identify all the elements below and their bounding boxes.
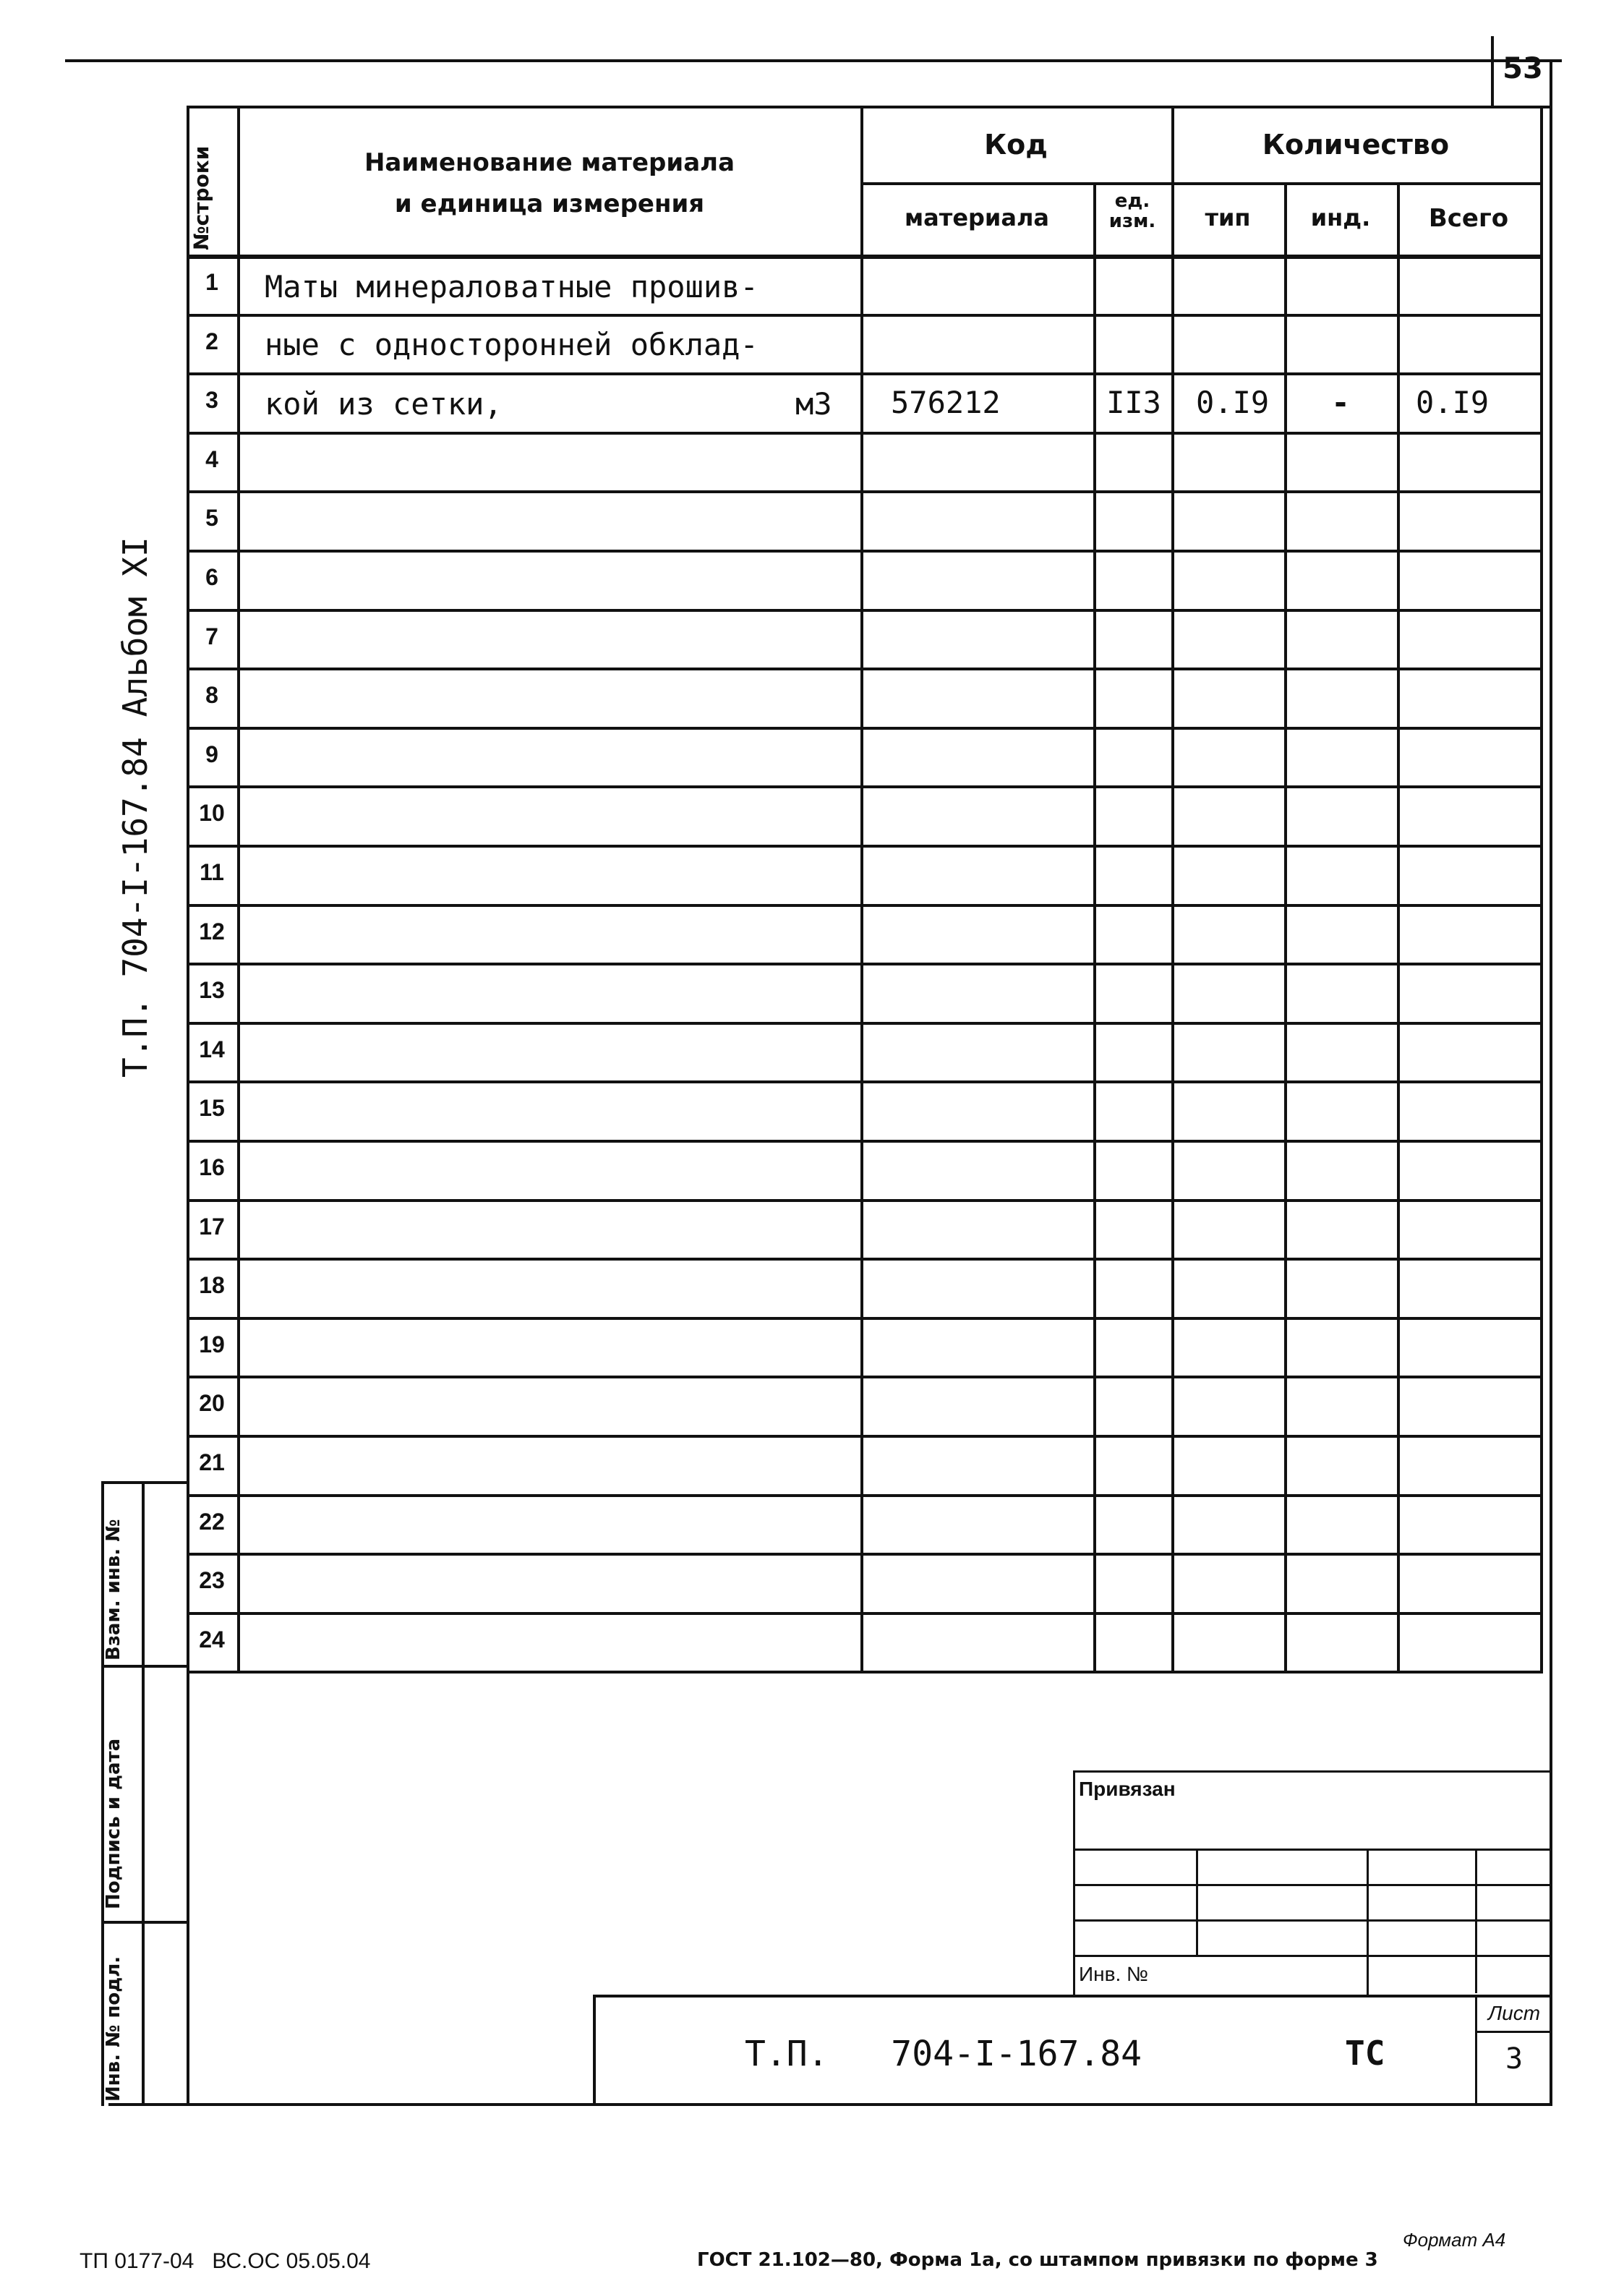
row-number: 10 (199, 800, 225, 826)
row-line (187, 668, 1540, 670)
row-line (187, 490, 1540, 493)
row-3-total: 0.I9 (1416, 385, 1490, 420)
row-line (187, 550, 1540, 553)
row-line (187, 432, 1540, 435)
row-3-unit: м3 (795, 386, 832, 422)
row-3-code: 576212 (891, 385, 1001, 420)
page-number: 53 (1503, 52, 1543, 85)
row-line (187, 1376, 1540, 1378)
row-1-name: Маты минераловатные прошив- (265, 269, 758, 304)
row-line (187, 1494, 1540, 1497)
row-line (187, 785, 1540, 788)
tb-attached-label: Привязан (1079, 1778, 1176, 1800)
header-name-line2: и единица измерения (394, 189, 705, 218)
row-2-name: ные с односторонней обклад- (265, 327, 758, 362)
header-mid-line (860, 182, 1540, 185)
footer-left: ТП 0177-04 ВС.ОС 05.05.04 (80, 2249, 371, 2273)
row-number: 9 (205, 741, 218, 767)
col-code-sep (1093, 182, 1096, 1674)
tb-col2 (1367, 1849, 1369, 1996)
side-stamp-sep1 (101, 1665, 187, 1668)
header-q-type: тип (1205, 204, 1251, 231)
tb-top (1073, 1770, 1552, 1773)
row-3-type: 0.I9 (1196, 385, 1270, 420)
tb-sheet-label: Лист (1487, 2002, 1541, 2024)
row-number: 22 (199, 1509, 225, 1535)
col-rownum-sep (237, 106, 240, 1674)
row-number: 2 (205, 328, 218, 354)
header-code-unit: ед. изм. (1108, 190, 1156, 232)
frame-right (1550, 59, 1552, 2106)
row-number: 19 (199, 1331, 225, 1357)
row-line (187, 1080, 1540, 1083)
header-quantity: Количество (1262, 129, 1450, 161)
row-number: 24 (199, 1626, 225, 1653)
row-number: 21 (199, 1449, 225, 1475)
header-code-material: материала (905, 204, 1049, 231)
frame-bottom (108, 2103, 1552, 2106)
tb-sheet-left (1475, 1995, 1477, 2105)
header-code: Код (984, 129, 1048, 161)
row-number: 12 (199, 918, 225, 945)
side-stamp-mid (142, 1481, 145, 2106)
row-line (187, 1612, 1540, 1615)
tb-sheet-number: 3 (1505, 2042, 1523, 2076)
row-number: 20 (199, 1390, 225, 1416)
row-number: 16 (199, 1154, 225, 1180)
row-number: 1 (205, 269, 218, 295)
col-right (1540, 106, 1543, 1674)
footer-format: Формат А4 (1403, 2229, 1506, 2251)
tb-designation: Т.П. 704-I-167.84 (745, 2034, 1142, 2074)
tb-col1 (1196, 1849, 1198, 1957)
row-line (187, 372, 1540, 375)
tb-main-top (593, 1995, 1552, 1998)
row-line (187, 1317, 1540, 1320)
tb-col3 (1475, 1849, 1477, 1993)
row-number: 17 (199, 1214, 225, 1240)
row-number: 13 (199, 977, 225, 1003)
row-number: 4 (205, 446, 218, 472)
tb-main-left (593, 1995, 596, 2105)
tb-code: ТС (1345, 2034, 1385, 2073)
row-line (187, 609, 1540, 612)
side-stamp-inv: Инв. № подл. (103, 1956, 124, 2102)
header-q-total: Всего (1428, 204, 1509, 233)
row-number: 14 (199, 1036, 225, 1062)
col-unit-sep (1171, 106, 1174, 1674)
row-number: 5 (205, 505, 218, 531)
row-line (187, 845, 1540, 848)
header-q-ind: инд. (1310, 204, 1371, 231)
row-line (187, 1435, 1540, 1438)
row-number: 15 (199, 1095, 225, 1121)
row-line (187, 314, 1540, 317)
row-line (187, 1671, 1540, 1674)
table-top-line (187, 106, 1540, 108)
tb-inv-label: Инв. № (1079, 1963, 1149, 1985)
col-name-sep (860, 106, 863, 1674)
row-line (187, 1199, 1540, 1202)
header-rownum: №строки (189, 145, 213, 250)
row-number: 7 (205, 623, 218, 649)
tb-row4 (1073, 1955, 1552, 1957)
frame-top (65, 59, 1562, 62)
row-number: 11 (200, 859, 224, 885)
col-type-sep (1284, 182, 1287, 1674)
side-stamp-top (101, 1481, 187, 1484)
row-3-code-unit: II3 (1106, 385, 1161, 420)
row-line (187, 1553, 1540, 1556)
tb-sheet-sep (1475, 2031, 1552, 2033)
side-stamp-signature: Подпись и дата (103, 1738, 124, 1909)
row-line (187, 727, 1540, 730)
row-number: 6 (205, 564, 218, 590)
row-line (187, 1022, 1540, 1025)
row-number: 23 (199, 1567, 225, 1593)
tb-row3 (1073, 1919, 1552, 1922)
side-title: Т.П. 704-I-167.84 Альбом XI (116, 537, 155, 1078)
row-number: 3 (205, 387, 218, 413)
row-number: 18 (199, 1272, 225, 1298)
tb-row2 (1073, 1884, 1552, 1886)
footer-right: ГОСТ 21.102—80, Форма 1а, со штампом привязки по форме 3 (697, 2249, 1378, 2271)
row-number: 8 (205, 682, 218, 708)
header-name-line1: Наименование материала (364, 148, 735, 177)
row-3-name: кой из сетки, (265, 386, 503, 422)
row-line (187, 1140, 1540, 1143)
row-line (187, 1258, 1540, 1261)
tb-row1 (1073, 1849, 1552, 1851)
side-stamp-vzam: Взам. инв. № (103, 1519, 124, 1660)
col-ind-sep (1397, 182, 1400, 1674)
row-3-ind: - (1331, 385, 1350, 420)
row-line (187, 963, 1540, 965)
row-line (187, 904, 1540, 907)
tb-left (1073, 1770, 1075, 1996)
header-bottom-line (187, 255, 1540, 259)
side-stamp-sep2 (101, 1921, 187, 1924)
